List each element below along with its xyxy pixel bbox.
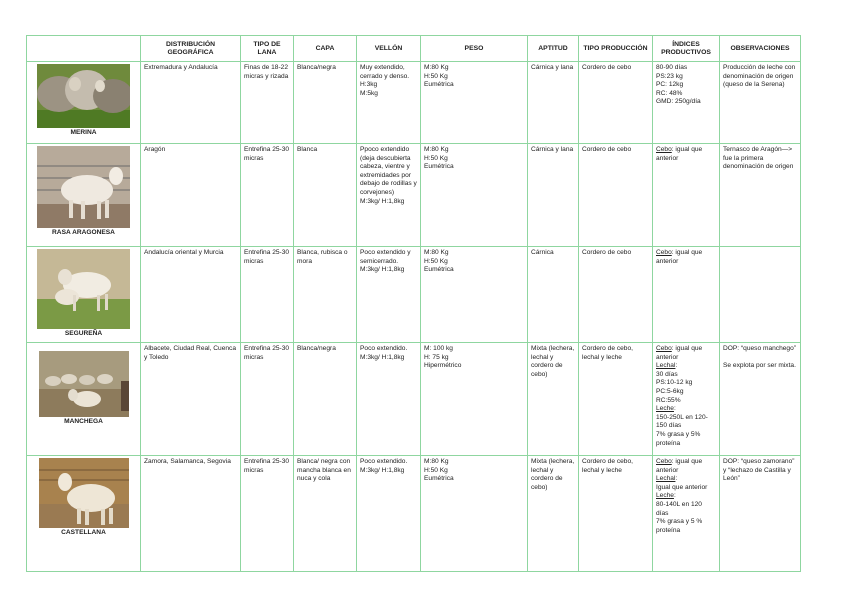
tipo-lana-cell: Entrefina 25-30 micras <box>241 247 294 343</box>
table-row-merina <box>27 62 801 144</box>
breed-cell <box>27 62 141 144</box>
seguréna-sheep-photo <box>37 249 130 329</box>
vellon-line: M:3kg/ H:1,8kg <box>360 353 405 361</box>
indices-line: PS:10-12 kg <box>656 379 693 387</box>
table-row-rasa-aragonesa <box>27 144 801 247</box>
breed-name: SEGUREÑA <box>64 330 103 337</box>
peso-cell <box>421 247 528 343</box>
peso-line: M:80 Kg <box>424 249 449 256</box>
indices-cell <box>653 62 720 144</box>
breed-name: RASA ARAGONESA <box>52 229 115 236</box>
indices-line: GMD: 250g/día <box>656 98 701 106</box>
vellon-line: Poco extendido. <box>360 345 408 352</box>
vellon-cell <box>357 62 421 144</box>
peso-line: H:50 Kg <box>424 154 448 162</box>
manchega-sheep-photo <box>39 351 129 417</box>
indices-label-cebo: Cebo <box>656 458 672 465</box>
indices-label-lechal: Lechal <box>656 475 676 483</box>
indices-line: Lechal: <box>656 475 678 483</box>
vellon-line: Poco extendido y semicerrado. <box>360 249 411 265</box>
header-observaciones: OBSERVACIONES <box>720 36 801 62</box>
breed-name: MERINA <box>70 129 97 136</box>
tipo-lana-cell: Entrefina 25-30 micras <box>241 456 294 572</box>
breed-cell <box>27 456 141 572</box>
indices-line: Leche: <box>656 492 676 500</box>
indices-label-leche: Leche <box>656 492 674 500</box>
indices-text: : igual que anterior <box>656 249 703 265</box>
peso-line: M:80 Kg <box>424 458 449 465</box>
capa-cell: Blanca/negra <box>294 62 357 144</box>
aptitud-cell: Mixta (lechera, lechal y cordero de cebo) <box>528 456 579 572</box>
indices-line: RC: 48% <box>656 89 683 97</box>
indices-line: RC:55% <box>656 396 681 404</box>
indices-line <box>656 458 716 475</box>
merina-sheep-photo <box>37 64 130 128</box>
peso-cell <box>421 144 528 247</box>
header-peso: PESO <box>421 36 528 62</box>
distribucion-cell: Extremadura y Andalucía <box>141 62 241 144</box>
header-indices: ÍNDICES PRODUCTIVOS <box>653 36 720 62</box>
observaciones-cell: Producción de leche con denominación de origen (queso de la Serena) <box>720 62 801 144</box>
header-row <box>27 36 801 62</box>
breed-name: MANCHEGA <box>64 418 103 425</box>
indices-line: 7% grasa y 5% proteína <box>656 430 701 447</box>
indices-line: 7% grasa y 5 % proteína <box>656 518 703 534</box>
distribucion-cell: Aragón <box>141 144 241 247</box>
tipo-lana-cell: Finas de 18-22 micras y rizada <box>241 62 294 144</box>
peso-line: H:50 Kg <box>424 257 448 265</box>
vellon-line: Muy extendido, cerrado y denso. <box>360 64 410 80</box>
observaciones-line: DOP: “queso manchego” <box>723 345 796 352</box>
header-distribucion: DISTRIBUCIÓN GEOGRÁFICA <box>141 36 241 62</box>
table-row-seguréna <box>27 247 801 343</box>
indices-line: 30 días <box>656 370 678 378</box>
capa-cell: Blanca <box>294 144 357 247</box>
peso-cell <box>421 343 528 456</box>
peso-line: H: 75 kg <box>424 353 449 361</box>
peso-line: M:80 Kg <box>424 64 449 71</box>
breed-cell <box>27 144 141 247</box>
breed-cell <box>27 247 141 343</box>
indices-line: PC: 12kg <box>656 81 684 89</box>
observaciones-cell: DOP: “queso zamorano” y “lechazo de Castilla y León” <box>720 456 801 572</box>
indices-label-cebo: Cebo <box>656 146 672 153</box>
indices-line: PC:5-6kg <box>656 387 684 395</box>
vellon-line: H:3kg <box>360 81 378 89</box>
vellon-line: M:3kg/ H:1,8kg <box>360 197 405 205</box>
distribucion-cell: Albacete, Ciudad Real, Cuenca y Toledo <box>141 343 241 456</box>
vellon-cell <box>357 247 421 343</box>
tipo-produccion-cell: Cordero de cebo, lechal y leche <box>579 456 653 572</box>
rasa-aragonesa-sheep-photo <box>37 146 130 228</box>
tipo-produccion-cell: Cordero de cebo, lechal y leche <box>579 343 653 456</box>
vellon-line: M:3kg/ H:1,8kg <box>360 466 405 474</box>
indices-cell <box>653 343 720 456</box>
header-image <box>27 36 141 62</box>
distribucion-cell: Zamora, Salamanca, Segovia <box>141 456 241 572</box>
tipo-produccion-cell: Cordero de cebo <box>579 62 653 144</box>
peso-line: Eumétrica <box>424 81 454 89</box>
capa-cell: Blanca/negra <box>294 343 357 456</box>
indices-line: Lechal: <box>656 362 678 370</box>
indices-line: Igual que anterior <box>656 483 708 491</box>
header-aptitud: APTITUD <box>528 36 579 62</box>
vellon-line: Poco extendido. <box>360 458 408 465</box>
indices-line: 80-140L en 120 días <box>656 500 702 517</box>
capa-cell: Blanca, rubisca o mora <box>294 247 357 343</box>
aptitud-cell: Cárnica y lana <box>528 62 579 144</box>
peso-line: Hipermétrico <box>424 362 462 370</box>
peso-line: H:50 Kg <box>424 72 448 80</box>
vellon-cell <box>357 456 421 572</box>
indices-line: 80-90 días <box>656 64 688 71</box>
vellon-line: Ppoco extendido (deja descubierta cabeza, vientre y extremidades por debajo de rodillas y corvejones) <box>360 146 417 196</box>
peso-line: M: 100 kg <box>424 345 453 352</box>
vellon-line: M:3kg/ H:1,8kg <box>360 266 405 274</box>
indices-label-cebo: Cebo <box>656 249 672 256</box>
observaciones-cell: Ternasco de Aragón—> fue la primera denominación de origen <box>720 144 801 247</box>
vellon-line: M:5kg <box>360 89 378 97</box>
indices-cell <box>653 144 720 247</box>
indices-cell <box>653 247 720 343</box>
capa-cell: Blanca/ negra con mancha blanca en nuca y cola <box>294 456 357 572</box>
vellon-cell <box>357 144 421 247</box>
observaciones-cell <box>720 247 801 343</box>
indices-line <box>656 345 716 362</box>
header-tipo-produccion: TIPO PRODUCCIÓN <box>579 36 653 62</box>
distribucion-cell: Andalucía oriental y Murcia <box>141 247 241 343</box>
header-tipo-lana: TIPO DE LANA <box>241 36 294 62</box>
aptitud-cell: Cárnica <box>528 247 579 343</box>
tipo-lana-cell: Entrefina 25-30 micras <box>241 144 294 247</box>
table-row-castellana <box>27 456 801 572</box>
breed-name: CASTELLANA <box>61 529 106 536</box>
peso-cell <box>421 456 528 572</box>
table-row-manchega <box>27 343 801 456</box>
aptitud-cell: Mixta (lechera, lechal y cordero de cebo) <box>528 343 579 456</box>
tipo-produccion-cell: Cordero de cebo <box>579 144 653 247</box>
peso-line: Eumétrica <box>424 163 454 171</box>
peso-cell <box>421 62 528 144</box>
aptitud-cell: Cárnica y lana <box>528 144 579 247</box>
indices-label-leche: Leche <box>656 405 674 413</box>
header-vellon: VELLÓN <box>357 36 421 62</box>
observaciones-cell <box>720 343 801 456</box>
peso-line: H:50 Kg <box>424 466 448 474</box>
peso-line: Eumétrica <box>424 475 454 483</box>
indices-label-cebo: Cebo <box>656 345 672 352</box>
indices-line: Leche: <box>656 405 676 413</box>
indices-cell <box>653 456 720 572</box>
breeds-table <box>26 35 801 572</box>
observaciones-line: Se explota por ser mixta. <box>723 362 796 370</box>
observaciones-spacer <box>723 354 797 363</box>
indices-line: PS:23 kg <box>656 72 683 80</box>
tipo-lana-cell: Entrefina 25-30 micras <box>241 343 294 456</box>
peso-line: M:80 Kg <box>424 146 449 153</box>
indices-text: : igual que anterior <box>656 146 703 162</box>
breed-cell <box>27 343 141 456</box>
indices-line: 150-250L en 120-150 días <box>656 413 708 430</box>
indices-text: : igual que anterior <box>656 345 703 361</box>
header-capa: CAPA <box>294 36 357 62</box>
indices-text: : igual que anterior <box>656 458 703 474</box>
vellon-cell <box>357 343 421 456</box>
peso-line: Eumétrica <box>424 266 454 274</box>
castellana-sheep-photo <box>39 458 129 528</box>
tipo-produccion-cell: Cordero de cebo <box>579 247 653 343</box>
indices-label-lechal: Lechal <box>656 362 676 370</box>
